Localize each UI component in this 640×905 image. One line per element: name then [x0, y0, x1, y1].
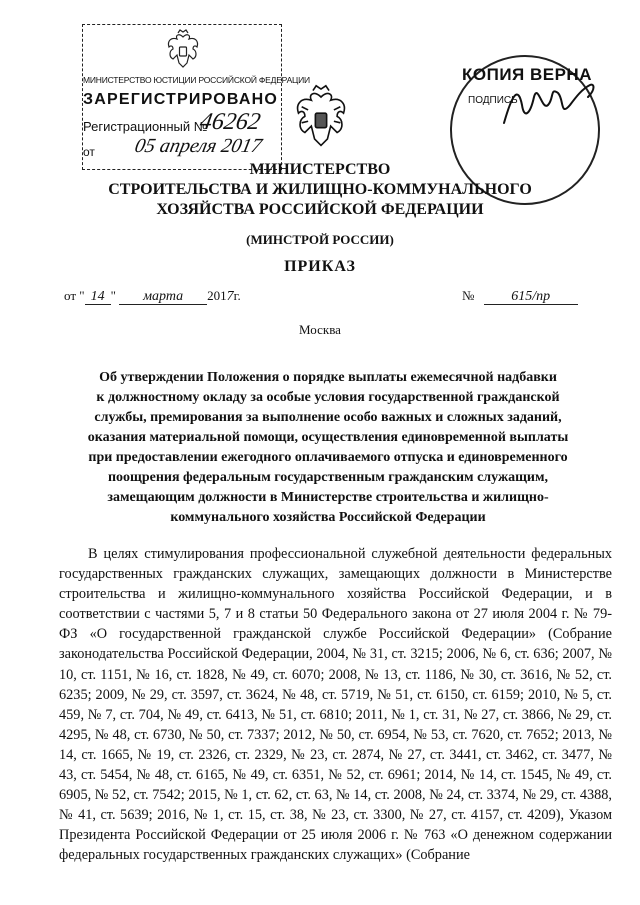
handwritten-signature: [500, 75, 600, 135]
number-label: №: [462, 288, 475, 303]
date-month: марта: [119, 290, 207, 305]
date-prefix: от ": [64, 288, 85, 303]
date-year-suffix: 7: [226, 289, 234, 304]
document-type: ПРИКАЗ: [284, 258, 356, 275]
subject-line: Об утверждении Положения о порядке выплаты ежемесячной надбавки: [99, 370, 557, 385]
subject-line: при предоставлении ежегодного оплачиваемого отпуска и единовременного: [88, 450, 568, 465]
stamp-date-label: от: [83, 145, 95, 159]
stamp-ministry: МИНИСТЕРСТВО ЮСТИЦИИ РОССИЙСКОЙ ФЕДЕРАЦИИ: [83, 75, 310, 85]
stamp-number: 46262: [197, 109, 263, 135]
ministry-name-line: СТРОИТЕЛЬСТВА И ЖИЛИЩНО-КОММУНАЛЬНОГО: [108, 181, 532, 198]
body-paragraph: В целях стимулирования профессиональной служебной деятельности федеральных государственных гражданских служащих, замещающих должности в Министерстве строительства и жилищно-коммунального хозяйства Российской Федерации, и в соответствии с частями 5, 7 и 8 статьи 50 Федерального закона от 27 июля 2004 г. № 79-ФЗ «О государственной гражданской службе Российской Федерации» (Собрание законодательства Российской Федерации, 2004, № 31, ст. 3215; 2006, № 6, ст. 636; 2007, № 10, ст. 1151, № 16, ст. 1828, № 49, ст. 6070; 2008, № 13, ст. 1186, № 30, ст. 3616, № 52, ст. 6235; 2009, № 29, ст. 3597, ст. 3624, № 48, ст. 5719, № 51, ст. 6150, ст. 6159; 2010, № 5, ст. 459, № 7, ст. 704, № 49, ст. 6413, № 51, ст. 6810; 2011, № 1, ст. 31, № 27, ст. 3866, № 29, ст. 4295, № 48, ст. 6730, № 50, ст. 7337; 2012, № 50, ст. 6954, № 53, ст. 7620, ст. 7652; 2013, № 14, ст. 1665, № 19, ст. 2326, ст. 2329, № 23, ст. 2874, № 27, ст. 3441, ст. 3462, ст. 3477, № 43, ст. 5454, № 48, ст. 6165, № 49, ст. 6351, № 52, ст. 6961; 2014, № 14, ст. 1545, № 49, ст. 6905, № 52, ст. 7542; 2015, № 1, ст. 62, ст. 63, № 14, ст. 2008, № 24, ст. 3374, № 29, ст. 4388, № 41, ст. 5639; 2016, № 1, ст. 15, ст. 38, № 23, ст. 3300, № 27, ст. 4157, ст. 4209), Указом Президента Российской Федерации от 25 июля 2006 г. № 763 «О денежном содержании федеральных государственных гражданских служащих» (Собрание: [59, 546, 612, 864]
subject-line: коммунального хозяйства Российской Федерации: [170, 510, 486, 525]
number-value: 615/пр: [484, 290, 578, 305]
coat-of-arms-icon: [292, 84, 350, 152]
ministry-name-line: МИНИСТЕРСТВО: [249, 161, 391, 178]
subject-line: к должностному окладу за особые условия государственной гражданской: [96, 390, 560, 405]
date-day: 14: [85, 290, 111, 305]
coat-of-arms-icon: [165, 29, 201, 71]
order-subject: [68, 368, 588, 528]
order-date: [64, 288, 241, 305]
stamp-date: 05 апреля 2017: [132, 135, 264, 157]
stamp-number-label: Регистрационный №: [83, 119, 208, 134]
subject-line: поощрения федеральным государственным гражданским служащим,: [107, 470, 549, 485]
subject-line: службы, премирования за выполнение особо важных и сложных заданий,: [94, 410, 562, 425]
city: Москва: [299, 322, 341, 337]
ministry-short-name: (МИНСТРОЙ РОССИИ): [246, 232, 394, 247]
stamp-registered: ЗАРЕГИСТРИРОВАНО: [83, 91, 279, 108]
ministry-name-line: ХОЗЯЙСТВА РОССИЙСКОЙ ФЕДЕРАЦИИ: [156, 201, 484, 218]
subject-line: замещающим должности в Министерстве строительства и жилищно-: [107, 490, 549, 505]
copy-verified-label: КОПИЯ ВЕРНА: [462, 65, 592, 84]
order-number: [462, 288, 578, 305]
date-mid: ": [110, 288, 116, 303]
ministry-header: [0, 160, 640, 220]
subject-line: оказания материальной помощи, осуществления единовременной выплаты: [87, 430, 569, 445]
date-year-end: г.: [233, 288, 241, 303]
signature-label: ПОДПИСЬ: [468, 95, 518, 106]
registration-stamp: [82, 24, 310, 170]
date-year-prefix: 201: [207, 288, 227, 303]
